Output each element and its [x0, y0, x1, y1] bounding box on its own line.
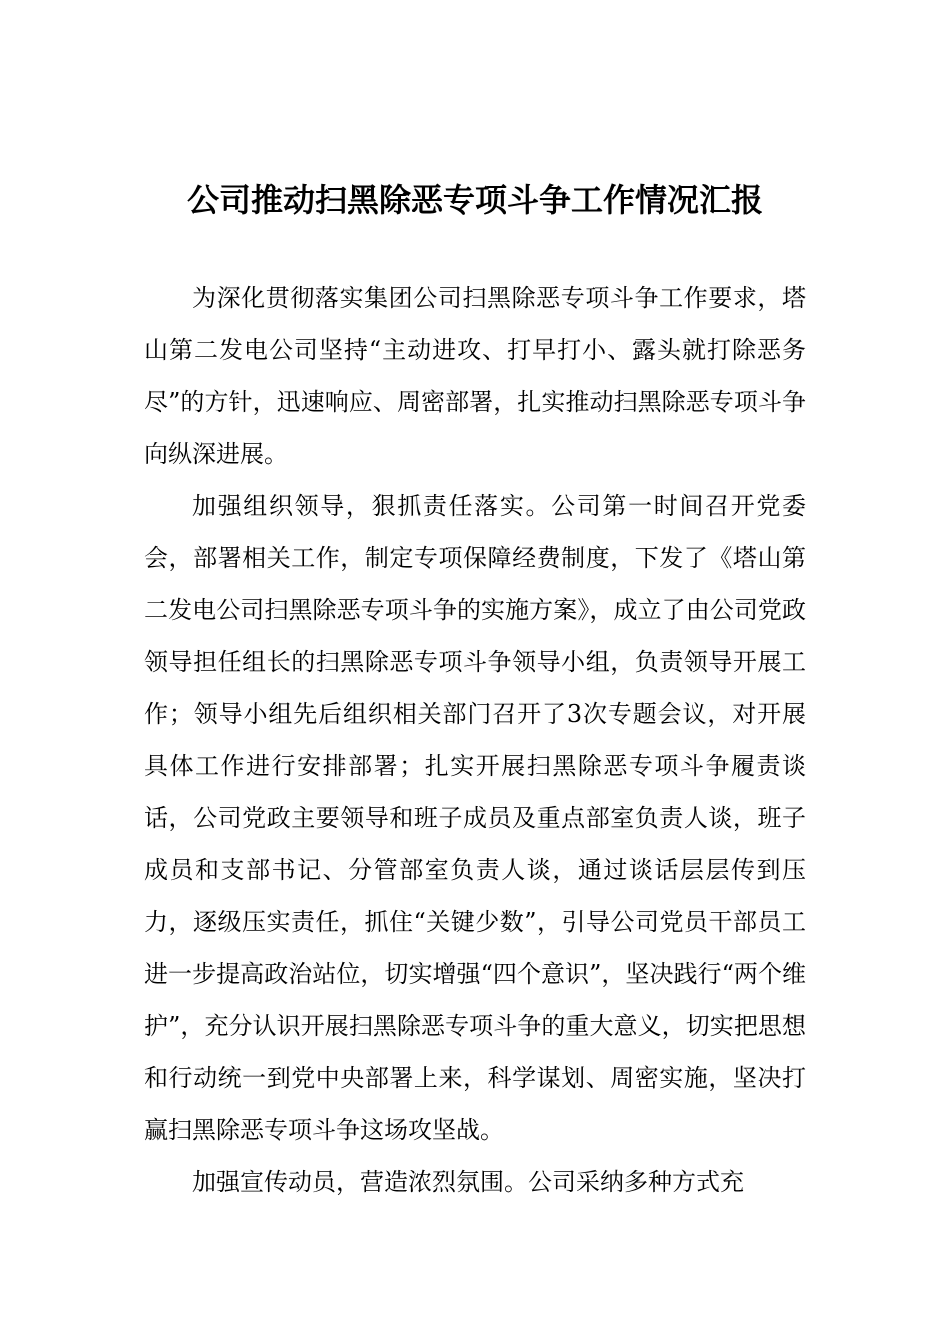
paragraph-organization: 加强组织领导，狠抓责任落实。公司第一时间召开党委会，部署相关工作，制定专项保障经费制度，下发了《塔山第二发电公司扫黑除恶专项斗争的实施方案》，成立了由公司党政领导担任组长的扫黑除恶专项斗争领导小组，负责领导开展工作；领导小组先后组织相关部门召开了3次专题会议，对开展具体工作进行安排部署；扎实开展扫黑除恶专项斗争履责谈话，公司党政主要领导和班子成员及重点部室负责人谈，班子成员和支部书记、分管部室负责人谈，通过谈话层层传到压力，逐级压实责任，抓住“关键少数”，引导公司党员干部员工进一步提高政治站位，切实增强“四个意识”，坚决践行“两个维护”，充分认识开展扫黑除恶专项斗争的重大意义，切实把思想和行动统一到党中央部署上来，科学谋划、周密实施，坚决打赢扫黑除恶专项斗争这场攻坚战。 — [144, 492, 806, 1144]
document-body — [144, 272, 806, 1208]
document-title: 公司推动扫黑除恶专项斗争工作情况汇报 — [186, 181, 763, 219]
paragraph-publicity: 加强宣传动员，营造浓烈氛围。公司采纳多种方式充 — [192, 1168, 744, 1196]
paragraph-intro: 为深化贯彻落实集团公司扫黑除恶专项斗争工作要求，塔山第二发电公司坚持“主动进攻、打早打小、露头就打除恶务尽”的方针，迅速响应、周密部署，扎实推动扫黑除恶专项斗争向纵深进展。 — [144, 284, 806, 468]
